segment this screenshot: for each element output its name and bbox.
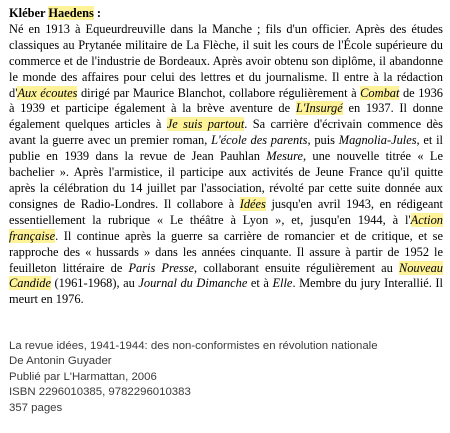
italic-title: Paris Presse	[128, 260, 194, 275]
citation-author: De Antonin Guyader	[9, 355, 112, 368]
highlighted-periodical: Nouveau Candide	[9, 260, 443, 291]
italic-title: Mesure	[266, 149, 303, 164]
excerpt-text: , collaborant ensuite régulièrement au	[194, 260, 399, 275]
author-last-name-highlight: Haedens	[48, 6, 94, 20]
excerpt-text: et à	[247, 276, 273, 291]
book-excerpt	[9, 6, 443, 308]
excerpt-text: . Il continue après la guerre sa carrière de romancier et de critique, et se rapproche des « hussards » dans les années cinquante. Il assure à partir de 1952 le feuilleton littéraire de	[9, 228, 443, 275]
excerpt-title	[9, 6, 443, 22]
excerpt-text: . Sa carrière d'écrivain commence dès avant la guerre avec un premier roman,	[9, 117, 443, 148]
highlighted-periodical: L'Insurgé	[295, 101, 343, 116]
heading-colon: :	[93, 6, 102, 20]
book-citation	[9, 339, 445, 416]
highlighted-periodical: Combat	[360, 85, 400, 100]
citation-isbn: ISBN 2296010385, 9782296010383	[9, 386, 191, 399]
excerpt-text: dirigé par Maurice Blanchot, collabore régulièrement à	[77, 85, 361, 100]
excerpt-text: Né en 1913 à Equeurdreuville dans la Manche ; fils d'un officier. Après des études classiques au Prytanée militaire de La Flèche, il suit les cours de l'École supérieure du commerce et de l'industrie de Bordeaux. Après avoir obtenu son diplôme, il abandonne le monde des affaires pour celui des lettres et du journalisme. Il entre à la rédaction d'	[9, 21, 443, 100]
highlighted-periodical: Action française	[9, 212, 443, 243]
highlighted-periodical: Idées	[239, 196, 266, 211]
italic-title: L'école des parents	[211, 133, 308, 148]
excerpt-text: . Membre du jury Interallié. Il meurt en 1976.	[9, 276, 443, 307]
excerpt-text: , et il publie en 1939 dans la revue de Jean Pauhlan	[9, 133, 443, 164]
excerpt-text: , puis	[307, 133, 339, 148]
excerpt-text: , une nouvelle titrée « Le bachelier ». Après l'armistice, il participe aux activités de Jeune France qu'il quitte après la célébration du 14 juillet par l'association, révolté par cette suite donnée aux consignes de Radio-Londres. Il collabore à	[9, 149, 443, 211]
citation-publisher: Publié par L'Harmattan, 2006	[9, 370, 157, 383]
italic-title: Journal du Dimanche	[138, 276, 248, 291]
excerpt-text: jusqu'en avril 1943, en rédigeant essentiellement la rubrique « Le théâtre à Lyon », et, jusqu'en 1944, à l'	[9, 196, 443, 227]
highlighted-periodical: Aux écoutes	[17, 85, 78, 100]
author-first-name: Kléber	[9, 6, 46, 20]
citation-pages: 357 pages	[9, 401, 63, 414]
italic-title: Magnolia-Jules	[338, 133, 417, 148]
highlighted-periodical: Je suis partout	[166, 117, 245, 132]
citation-title: La revue idées, 1941-1944: des non-conformistes en révolution nationale	[9, 340, 378, 352]
excerpt-body	[9, 22, 443, 308]
excerpt-text: (1961-1968), au	[51, 276, 139, 291]
excerpt-text: en 1937. Il donne également quelques articles à	[9, 101, 443, 132]
excerpt-text: de 1936 à 1939 et participe également à la brève aventure de	[9, 85, 444, 116]
italic-title: Elle	[272, 276, 293, 291]
